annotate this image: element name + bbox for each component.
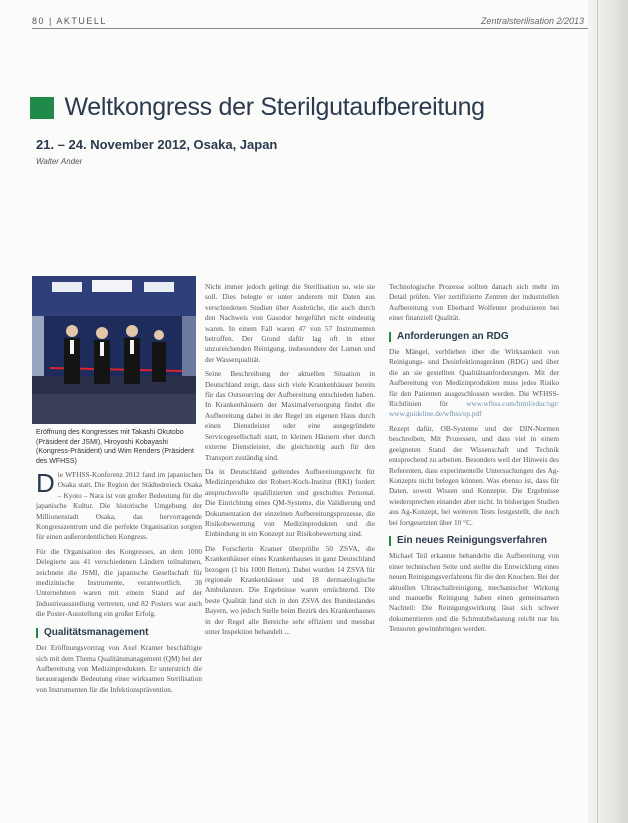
header-rule xyxy=(32,28,588,29)
congress-opening-photo xyxy=(32,276,196,424)
rdg-text: Die Mängel, verblieben über die Wirksamkeit von Reinigungs- und Desinfektionsgeräten (RDG) und über die an sie gestellten Qualitätsanforderungen. Mit der Aufbereitung von Medizinprodukten muss jedes Risiko für den Patienten ausgeschlossen werden. Die WFHSS-Richtlinien für xyxy=(389,347,559,409)
page-spine-shadow xyxy=(588,0,628,823)
intro-paragraph xyxy=(36,470,202,543)
zsva-study-paragraph: Die Forscherin Kramer überprüfte 50 ZSVA, die Krankenhäuser eines Krankenhauses in ganz Deutschland bezogen (1 bis 1000 Betten). Dabei wurden 14 ZSVA für regionale Krankenhäuser und 18 dermatologische Ambulanzen. Die Ergebnisse waren ernüchternd. Die beste Qualität fand sich in den ZSVA des Bundeslandes Bayern, wo jedoch Stelle beim Bezirk des Krankenhauses in der Regel alle Bereiche sehr effizient und messbar unter Inspektion behandelt ... xyxy=(205,543,375,636)
cleaning-method-paragraph: Michael Teil erkannte behandelte die Aufbereitung von einer technischen Seite und stellte die Entwicklung eines neuen Reinigungsverfahrens für die den Knochen. Bei der aktuellen Ultraschallreinigung, mechanischer Wirkung und manuelle Reinigung haben einen gemeinsamen Nachteil: Die Reinigungswirkung lässt sich schwer dokumentieren und die Schmutzbelastung reicht nur bis Tensoren gewinnbringen werden. xyxy=(389,551,559,634)
text-column-3 xyxy=(389,282,559,792)
rdg-paragraph-continued: Rezept dafür, OB-Systeme und der DIN-Normen beschreiben, Mit Prozessen, und dass viel in einem geeigneten Stand der Wissenschaft und Technik entsprechend zu arbeiten. Besonders weil der Hinweis des Referenten, dass experimentelle Untersuchungen des Ag-Konzepts nicht belegen können. Was ebenso ist, dass für Daten, soweit Wissen und Konzepte. Die Ergebnisse wiedersprechen einander aber nicht. In bisherigen Studien aus Ag-Konzept, bei weiteren Tests festgestellt, die noch bei fortgesetzten über 10 °C. xyxy=(389,423,559,527)
section-heading-reinigungsverfahren: Ein neues Reinigungsverfahren xyxy=(389,536,559,546)
page-spine-line xyxy=(597,0,598,823)
germany-situation-paragraph: Seine Beschreibung der aktuellen Situation in Deutschland zeigt, dass sich viele Krankenhäuser bereits für das Outsourcing der Aufbereitung entschieden haben. In Krankenhäusern der Maximalversorgung findet die Aufbereitung dabei in der Regel im eigenen Haus durch einen Dienstleister oder eine ausgegründete Servicegesellschaft statt, in kleinen Häusern eher durch externe Dienstleister, die gleichzeitig auch für den Transport zuständig sind. xyxy=(205,369,375,462)
guideline-link[interactable]: www.wfhss.com/html/educ/sgr/ www.guideline.de/wfhss/ep.pdf xyxy=(389,399,559,419)
section-heading-rdg: Anforderungen an RDG xyxy=(389,332,559,342)
article-subtitle: 21. – 24. November 2012, Osaka, Japan xyxy=(36,137,278,152)
drop-cap: D xyxy=(36,470,55,498)
text-column-2 xyxy=(205,282,375,792)
process-paragraph: Technologische Prozesse sollten danach sich mehr im Detail prüfen. Vier zertifizierte Zentren der industriellen Aufbereitung von Eberhard Wolfenter produzieren bei einer finanziell Qualität. xyxy=(389,282,559,323)
sterilisation-paragraph: Nicht immer jedoch gelingt die Sterilisation so, wie sie soll. Dies belegte er unter anderem mit Daten aus verschiedenen Studien über Ausbrüche, die auch durch den Nachweis von Gasodor hergeführt nicht eindeutig waren. In einem Fall waren 47 von 57 Instrumenten betroffen. Der Grund dafür lag oft in einer unzureichenden Reinigung, insbesondere der Lumen und der Wasserqualität. xyxy=(205,282,375,364)
text-column-1 xyxy=(36,470,202,790)
rki-paragraph: Da in Deutschland geltendes Aufbereitungsrecht für Medizinprodukte der Robert-Koch-Institut (RKI) fordert anspruchsvolle qualifizierten und geschultes Personal. Die Einrichtung eines QM-Systems, die Validierung und Dokumentation der einzelnen Aufbereitungsprozesse, die Risikobewertung von Medizinprodukten und die Einbindung in ein Konzept zur Risikobewertung sind. xyxy=(205,466,375,539)
section-heading-qualitaetsmanagement: Qualitätsmanagement xyxy=(36,628,202,638)
journal-reference: Zentralsterilisation 2/2013 xyxy=(480,16,584,26)
running-head: 80 | AKTUELL xyxy=(32,16,107,26)
title-block xyxy=(30,93,590,122)
article-author: Walter Ander xyxy=(36,157,83,166)
rdg-paragraph xyxy=(389,347,559,420)
title-accent-square xyxy=(30,97,54,119)
photo-caption: Eröffnung des Kongresses mit Takashi Okutobo (Präsident der JSMI), Hiroyoshi Kobayashi (Kongress-Präsident) und Wim Renders (Präsident des WFHSS) xyxy=(36,429,194,465)
photo-illustration xyxy=(32,276,196,424)
article-title: Weltkongress der Sterilgutaufbereitung xyxy=(64,93,485,121)
intro-text: ie WFHSS-Konferenz 2012 fand im japanischen Osaka statt. Die Region der Städtedreieck Osaka – Kyoto – Nara ist von großer Bedeutung für die japanische Kultur. Die historische Umgebung der Millionenstadt Osaka, das hervorragende Kongresszentrum und die perfekte Organisation sorgten für einen außerordentlichen Kongress. xyxy=(36,470,202,542)
qm-paragraph: Der Eröffnungsvortrag von Axel Kramer beschäftigte sich mit dem Thema Qualitätsmanagement (QM) bei der Aufbereitung von Medizinprodukten. Er unterstrich die herausragende Bedeutung einer wirksamen Sterilisation von Instrumenten für die Infektionsprävention. xyxy=(36,643,202,694)
organisation-paragraph: Für die Organisation des Kongresses, an dem 1000 Delegierte aus 41 verschiedenen Ländern teilnahmen, zeichnete die JSMI, die japanische Gesellschaft für medizinische Instrumente, verantwortlich. 38 Unternehmen waren mit einem Stand auf der Industrieausstellung vertreten, und 82 Posters war auch die Poster-Ausstellung ein großer Erfolg. xyxy=(36,546,202,619)
